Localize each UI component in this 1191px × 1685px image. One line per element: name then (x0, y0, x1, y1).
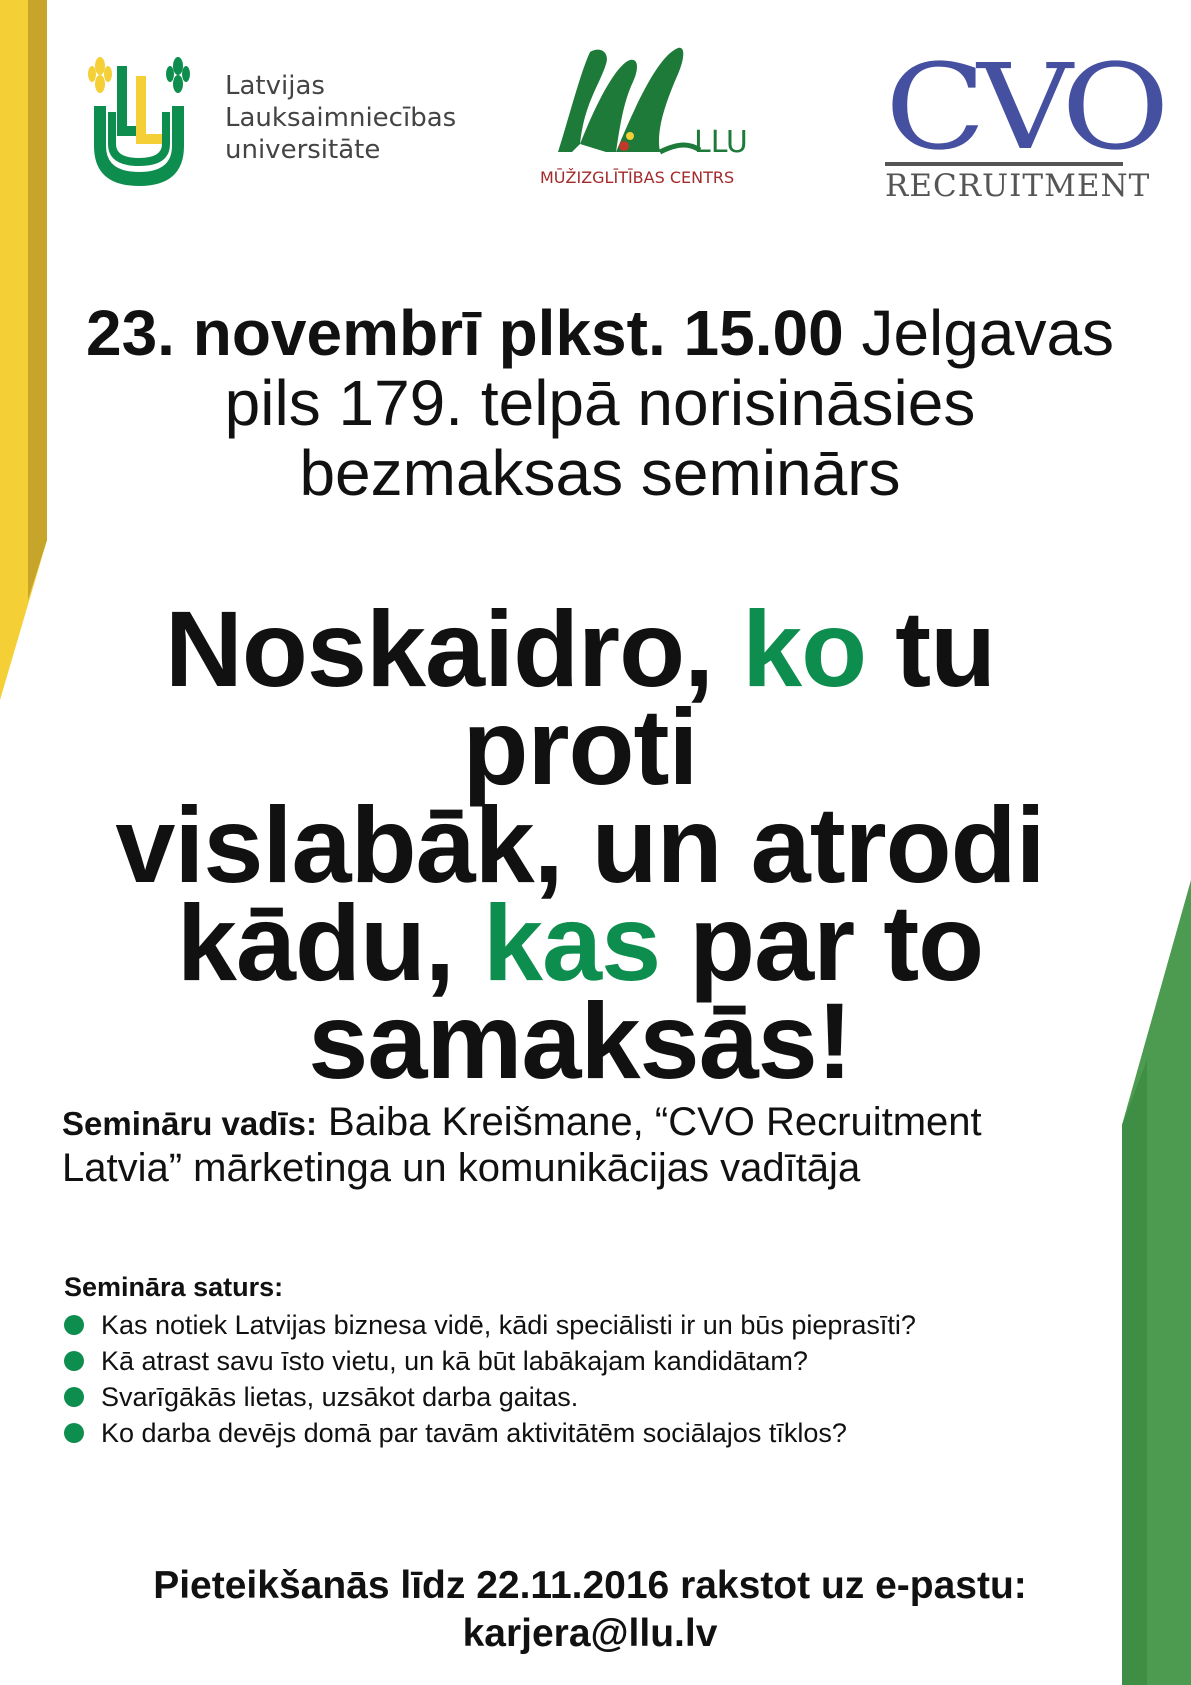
llu-logo (84, 46, 194, 197)
content-title: Semināra saturs: (64, 1272, 284, 1302)
tagline-text: par to (660, 882, 984, 1003)
registration-text: Pieteikšanās līdz 22.11.2016 rakstot uz e-pastu: (153, 1564, 1027, 1607)
llu-logo-text (225, 70, 456, 166)
muzizglitibas-logo (540, 44, 760, 194)
llu-line-3: universitāte (225, 135, 381, 165)
list-item-text: Kas notiek Latvijas biznesa vidē, kādi speciālisti ir un būs pieprasīti? (101, 1310, 916, 1340)
bullet-icon (64, 1387, 84, 1407)
headline-line-3: bezmaksas seminārs (299, 437, 901, 509)
cvo-logo (885, 38, 1161, 204)
seminar-leader (62, 1100, 1102, 1190)
registration-footer (60, 1562, 1120, 1658)
headline-date-time: 23. novembrī plkst. 15.00 (85, 297, 844, 369)
tagline-line-1 (40, 588, 1120, 807)
tagline-text: tu proti (462, 588, 996, 807)
bullet-icon (64, 1315, 84, 1335)
list-item (64, 1415, 1104, 1451)
leader-label: Semināru vadīs: (62, 1105, 317, 1142)
tagline-text: Noskaidro, (164, 588, 743, 709)
list-item-text: Svarīgākās lietas, uzsākot darba gaitas. (101, 1382, 579, 1412)
cvo-caption: RECRUITMENT (885, 162, 1123, 206)
list-item (64, 1343, 1104, 1379)
tagline (40, 588, 1120, 1101)
headline-line-2: pils 179. telpā norisināsies (224, 367, 976, 439)
content-list (64, 1307, 1104, 1451)
registration-email[interactable]: karjera@llu.lv (462, 1612, 718, 1655)
list-item (64, 1379, 1104, 1415)
muzizglitibas-m-icon (540, 44, 760, 164)
right-green-bar-shade (1122, 1060, 1147, 1685)
seminar-content (64, 1272, 1104, 1451)
muzizglitibas-caption: MŪŽIZGLĪTĪBAS CENTRS (540, 168, 735, 187)
tagline-highlight: kas (482, 882, 661, 1003)
left-yellow-bar-shade (28, 0, 47, 600)
muzizglitibas-mark: LLU (694, 125, 748, 160)
llu-line-1: Latvijas (225, 71, 325, 101)
tagline-line-4: samaksās! (308, 980, 852, 1101)
headline-line-1 (50, 298, 1150, 368)
leader-line-1 (62, 1100, 1102, 1146)
leader-name: Baiba Kreišmane, “CVO Recruitment (316, 1100, 982, 1144)
tagline-line-3 (40, 882, 1120, 1003)
list-item-text: Kā atrast savu īsto vietu, un kā būt labākajam kandidātam? (101, 1346, 808, 1376)
list-item-text: Ko darba devējs domā par tavām aktivitātēm sociālajos tīklos? (101, 1418, 847, 1448)
tagline-text: kādu, (176, 882, 483, 1003)
cvo-mark: CVO (885, 38, 1161, 176)
event-headline (50, 298, 1150, 508)
tagline-line-2: vislabāk, un atrodi (115, 784, 1045, 905)
list-item (64, 1307, 1104, 1343)
headline-place: Jelgavas (843, 297, 1115, 369)
tagline-highlight: ko (742, 588, 867, 709)
bullet-icon (64, 1423, 84, 1443)
bullet-icon (64, 1351, 84, 1371)
leader-line-2: Latvia” mārketinga un komunikācijas vadītāja (62, 1146, 861, 1190)
llu-line-2: Lauksaimniecības (225, 103, 457, 133)
llu-emblem-icon (84, 46, 194, 192)
